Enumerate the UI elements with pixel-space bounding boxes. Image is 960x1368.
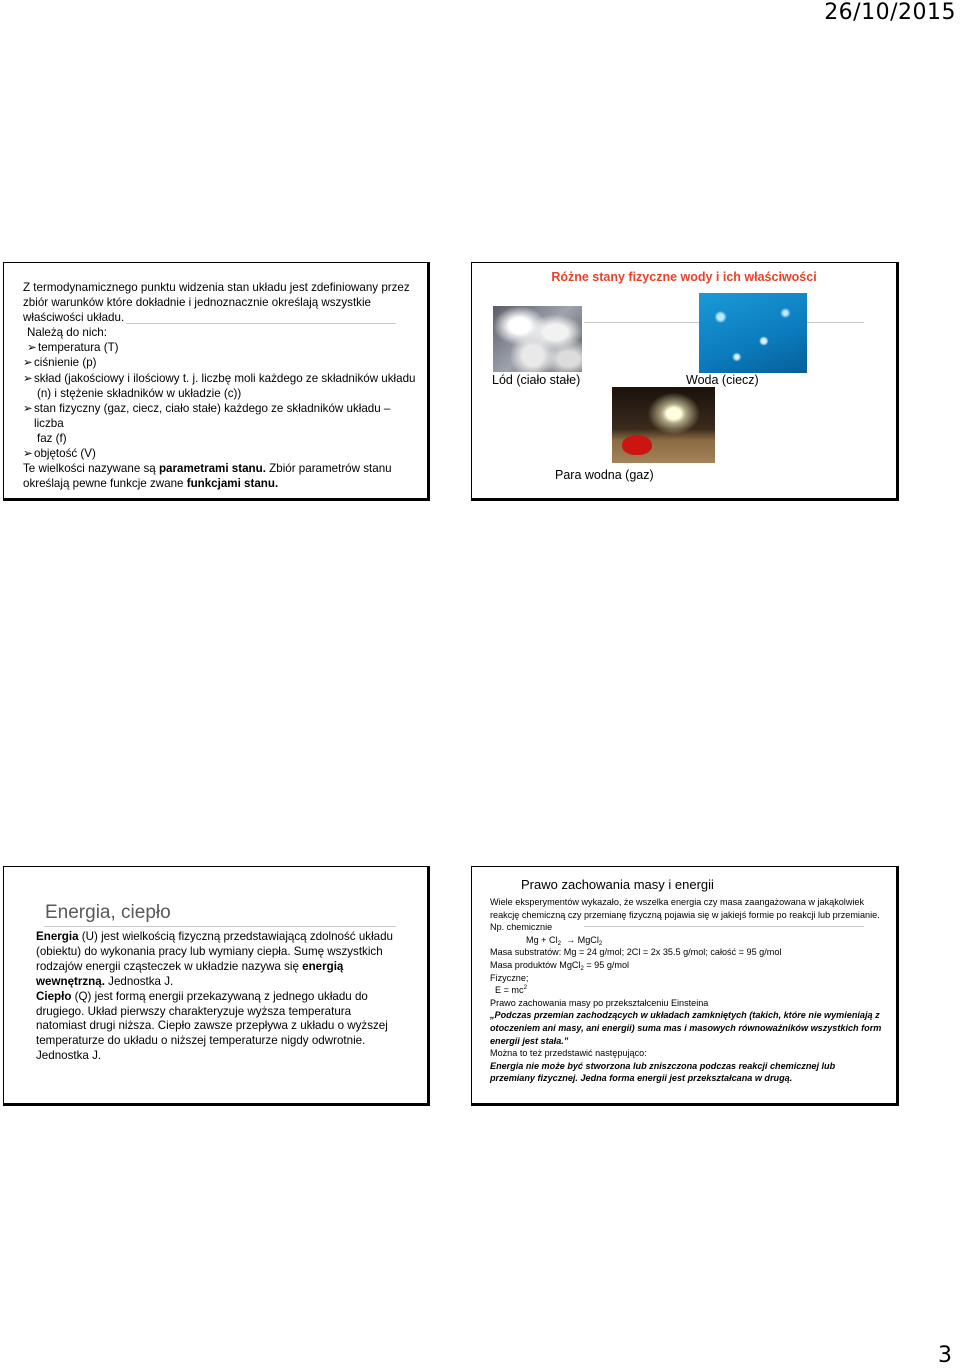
slide-title: Energia, ciepło: [45, 902, 171, 923]
arrow-bullet-icon: ➢: [23, 401, 33, 415]
slide1-body: [23, 280, 423, 491]
list-item: ➢stan fizyczny (gaz, ciecz, ciało stałe) każdego ze składników układu – liczba: [23, 401, 391, 430]
example-text: Np. chemicznie: [490, 922, 553, 933]
heat-term: Ciepło: [36, 989, 72, 1003]
arrow-bullet-icon: ➢: [23, 371, 33, 385]
divider-line: [44, 926, 396, 927]
steam-teapot-photo: [612, 387, 715, 463]
energy-unit: Jednostka J.: [104, 974, 174, 988]
label-water: Woda (ciecz): [686, 373, 759, 387]
product-mass: Masa produktów MgCl$_2$ = 95 g/mol: [490, 959, 630, 972]
ice-photo: [493, 306, 582, 372]
intro-text: Z termodynamicznego punktu widzenia stan układu jest zdefiniowany przez zbiór warunków które dokładnie i jednoznacznie określają wszystkie właściwości układu.: [23, 281, 410, 325]
heat-text: (Q) jest formą energii przekazywaną z jednego układu do drugiego. Układ pierwszy charakteryzuje wyższa temperatura natomiast drugi niższa. Ciepło zawsze przepływa z układu o wyższej temperaturze do układu o niższej temperaturze nigdy odwrotnie. Jednostka J.: [36, 989, 388, 1063]
slide-title: Prawo zachowania masy i energii: [521, 877, 714, 892]
label-steam: Para wodna (gaz): [555, 468, 654, 482]
physical-label: Fizyczne;: [490, 972, 529, 983]
page-number: 3: [938, 1343, 952, 1368]
outro-text: Te wielkości nazywane są: [23, 462, 159, 476]
restatement-lead: Można to też przedstawić następująco:: [490, 1048, 647, 1059]
lead-text: Należą do nich:: [27, 326, 107, 340]
teapot-icon: [622, 435, 652, 455]
water-photo: [699, 293, 807, 373]
list-item: ➢objętość (V): [23, 447, 96, 461]
outro-bold: parametrami stanu.: [158, 462, 266, 476]
slide3-body: [36, 930, 396, 1064]
page-date: 26/10/2015: [824, 0, 956, 25]
law-restatement: Energia nie może być stworzona lub zniszczona podczas reakcji chemicznej lub przemiany fizycznej. Jedna forma energii jest przekształcana w drugą.: [490, 1060, 836, 1084]
list-item-continuation: (n) i stężenie składników w układzie (c)): [37, 386, 242, 400]
arrow-bullet-icon: ➢: [23, 356, 33, 370]
label-ice: Lód (ciało stałe): [492, 373, 581, 387]
arrow-bullet-icon: ➢: [27, 341, 37, 355]
slide-conservation-law: [471, 866, 899, 1106]
list-item-continuation: faz (f): [37, 431, 67, 445]
energy-text: (U) jest wielkością fizyczną przedstawiającą zdolność układu (obiektu) do wykonania pracy lub wymiany ciepła. Sumę wszystkich rodzajów energii cząsteczek w układzie nazywa się: [36, 930, 393, 973]
internal-energy-term: energią wewnętrzną.: [36, 959, 344, 988]
slide-title: Różne stany fizyczne wody i ich właściwości: [551, 270, 817, 284]
slide4-body: [490, 896, 882, 1085]
list-item: ➢ciśnienie (p): [23, 356, 97, 370]
law-quote: „Podczas przemian zachodzących w układach zamkniętych (takich, które nie wymieniają z otoczeniem ani masy, ani energii) suma mas i masowych równoważników wszystkich form energii jest stała.”: [490, 1010, 882, 1046]
outro-bold: funkcjami stanu.: [186, 477, 279, 491]
einstein-formula: $E = mc^2$: [495, 985, 527, 996]
slide-thermodynamic-state: [3, 262, 430, 501]
slide-energy-heat: [3, 866, 430, 1106]
arrow-right-icon: →: [566, 934, 576, 945]
slide-water-states: [471, 262, 899, 501]
intro-text: Wiele eksperymentów wykazało, że wszelka energia czy masa zaangażowana w jakąkolwiek reakcję chemiczną czy przemianę fizyczną pojawia się w jakiejś formie po reakcji lub przemianie.: [490, 897, 880, 920]
arrow-bullet-icon: ➢: [23, 447, 33, 461]
list-item: ➢temperatura (T): [27, 341, 119, 355]
reaction-equation: $Mg + Cl_2$ → MgCl$_2$: [526, 934, 603, 947]
substrate-mass: Masa substratów: Mg = 24 g/mol; 2Cl = 2x 35.5 g/mol; całość = 95 g/mol: [490, 947, 782, 958]
list-item: ➢skład (jakościowy i ilościowy t. j. liczbę moli każdego ze składników układu: [23, 371, 416, 385]
outro-text: Zbiór parametrów stanu określają pewne funkcje zwane: [23, 462, 392, 491]
einstein-text: Prawo zachowania masy po przekształceniu Einsteina: [490, 997, 709, 1008]
energy-term: Energia: [36, 930, 79, 943]
